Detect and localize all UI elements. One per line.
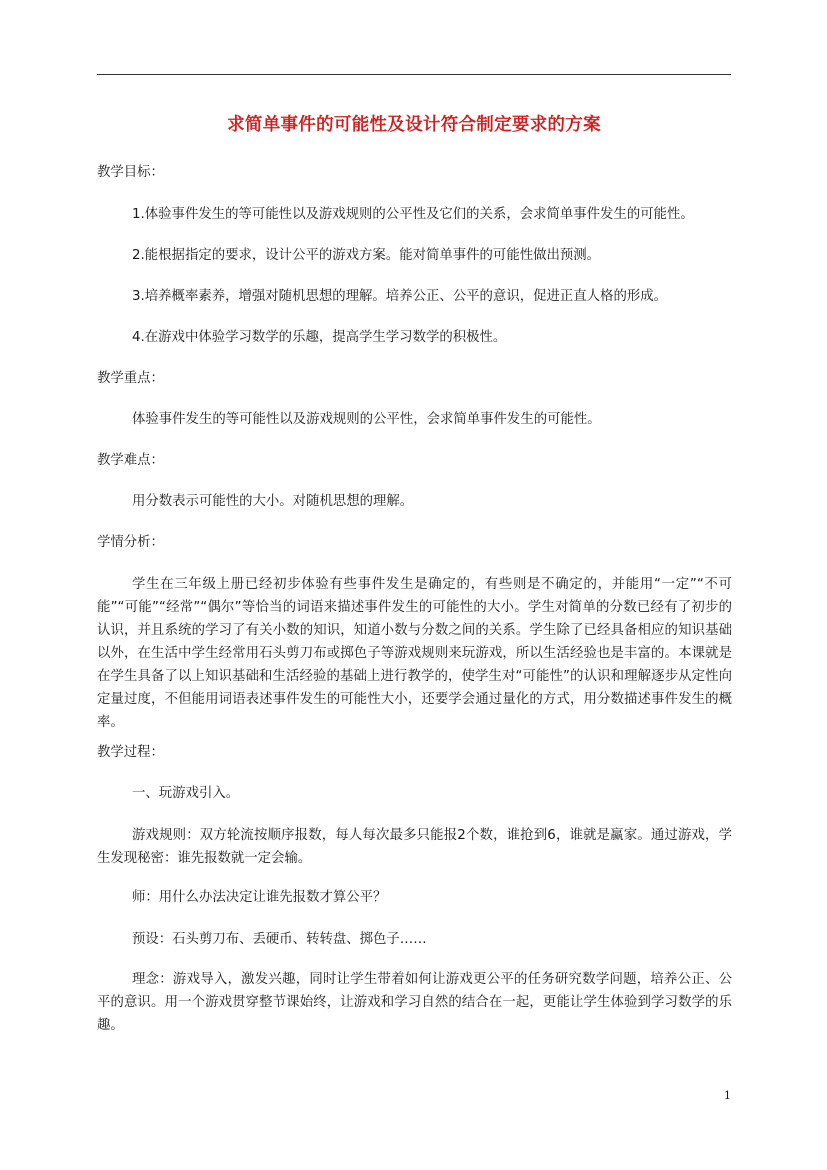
objective-item-4: 4.在游戏中体验学习数学的乐趣，提高学生学习数学的积极性。	[132, 330, 507, 345]
difficulties-heading: 教学难点：	[97, 453, 164, 468]
objective-item-1: 1.体验事件发生的等可能性以及游戏规则的公平性及它们的关系，会求简单事件发生的可能性。	[132, 207, 694, 222]
difficulties-text: 用分数表示可能性的大小。对随机思想的理解。	[132, 494, 414, 509]
header-rule	[97, 74, 731, 75]
objectives-heading: 教学目标：	[97, 165, 164, 180]
key-points-text: 体验事件发生的等可能性以及游戏规则的公平性，会求简单事件发生的可能性。	[132, 412, 601, 427]
process-heading: 教学过程：	[97, 745, 164, 760]
objective-item-3: 3.培养概率素养，增强对随机思想的理解。培养公正、公平的意识，促进正直人格的形成。	[132, 289, 668, 304]
process-step-1: 一、玩游戏引入。	[132, 786, 240, 801]
document-title: 求简单事件的可能性及设计符合制定要求的方案	[227, 115, 601, 135]
analysis-heading: 学情分析：	[97, 535, 164, 550]
key-points-heading: 教学重点：	[97, 371, 164, 386]
teacher-question: 师：用什么办法决定让谁先报数才算公平？	[132, 890, 387, 905]
objective-item-2: 2.能根据指定的要求，设计公平的游戏方案。能对简单事件的可能性做出预测。	[132, 248, 601, 263]
concept-paragraph: 理念：游戏导入，激发兴趣，同时让学生带着如何让游戏更公平的任务研究数学问题，培养公正、公平的意识。用一个游戏贯穿整节课始终，让游戏和学习自然的结合在一起，更能让学生体验到学习数学的乐趣。	[97, 972, 732, 1033]
preset-answers: 预设：石头剪刀布、丢硬币、转转盘、掷色子……	[132, 932, 427, 947]
page-number: 1	[724, 1089, 731, 1102]
game-rules-paragraph: 游戏规则：双方轮流按顺序报数，每人每次最多只能报2个数，谁抢到6，谁就是赢家。通过游戏，学生发现秘密：谁先报数就一定会输。	[97, 828, 732, 866]
analysis-paragraph: 学生在三年级上册已经初步体验有些事件发生是确定的，有些则是不确定的，并能用“一定”“不可能”“可能”“经常”“偶尔”等恰当的词语来描述事件发生的可能性的大小。学生对简单的分数已经有了初步的认识，并且系统的学习了有关小数的知识，知道小数与分数之间的关系。学生除了已经具备相应的知识基础以外，在生活中学生经常用石头剪刀布或掷色子等游戏规则来玩游戏，所以生活经验也是丰富的。本课就是在学生具备了以上知识基础和生活经验的基础上进行教学的，使学生对“可能性”的认识和理解逐步从定性向定量过度，不但能用词语表述事件发生的可能性大小，还要学会通过量化的方式，用分数描述事件发生的概率。	[97, 577, 732, 730]
